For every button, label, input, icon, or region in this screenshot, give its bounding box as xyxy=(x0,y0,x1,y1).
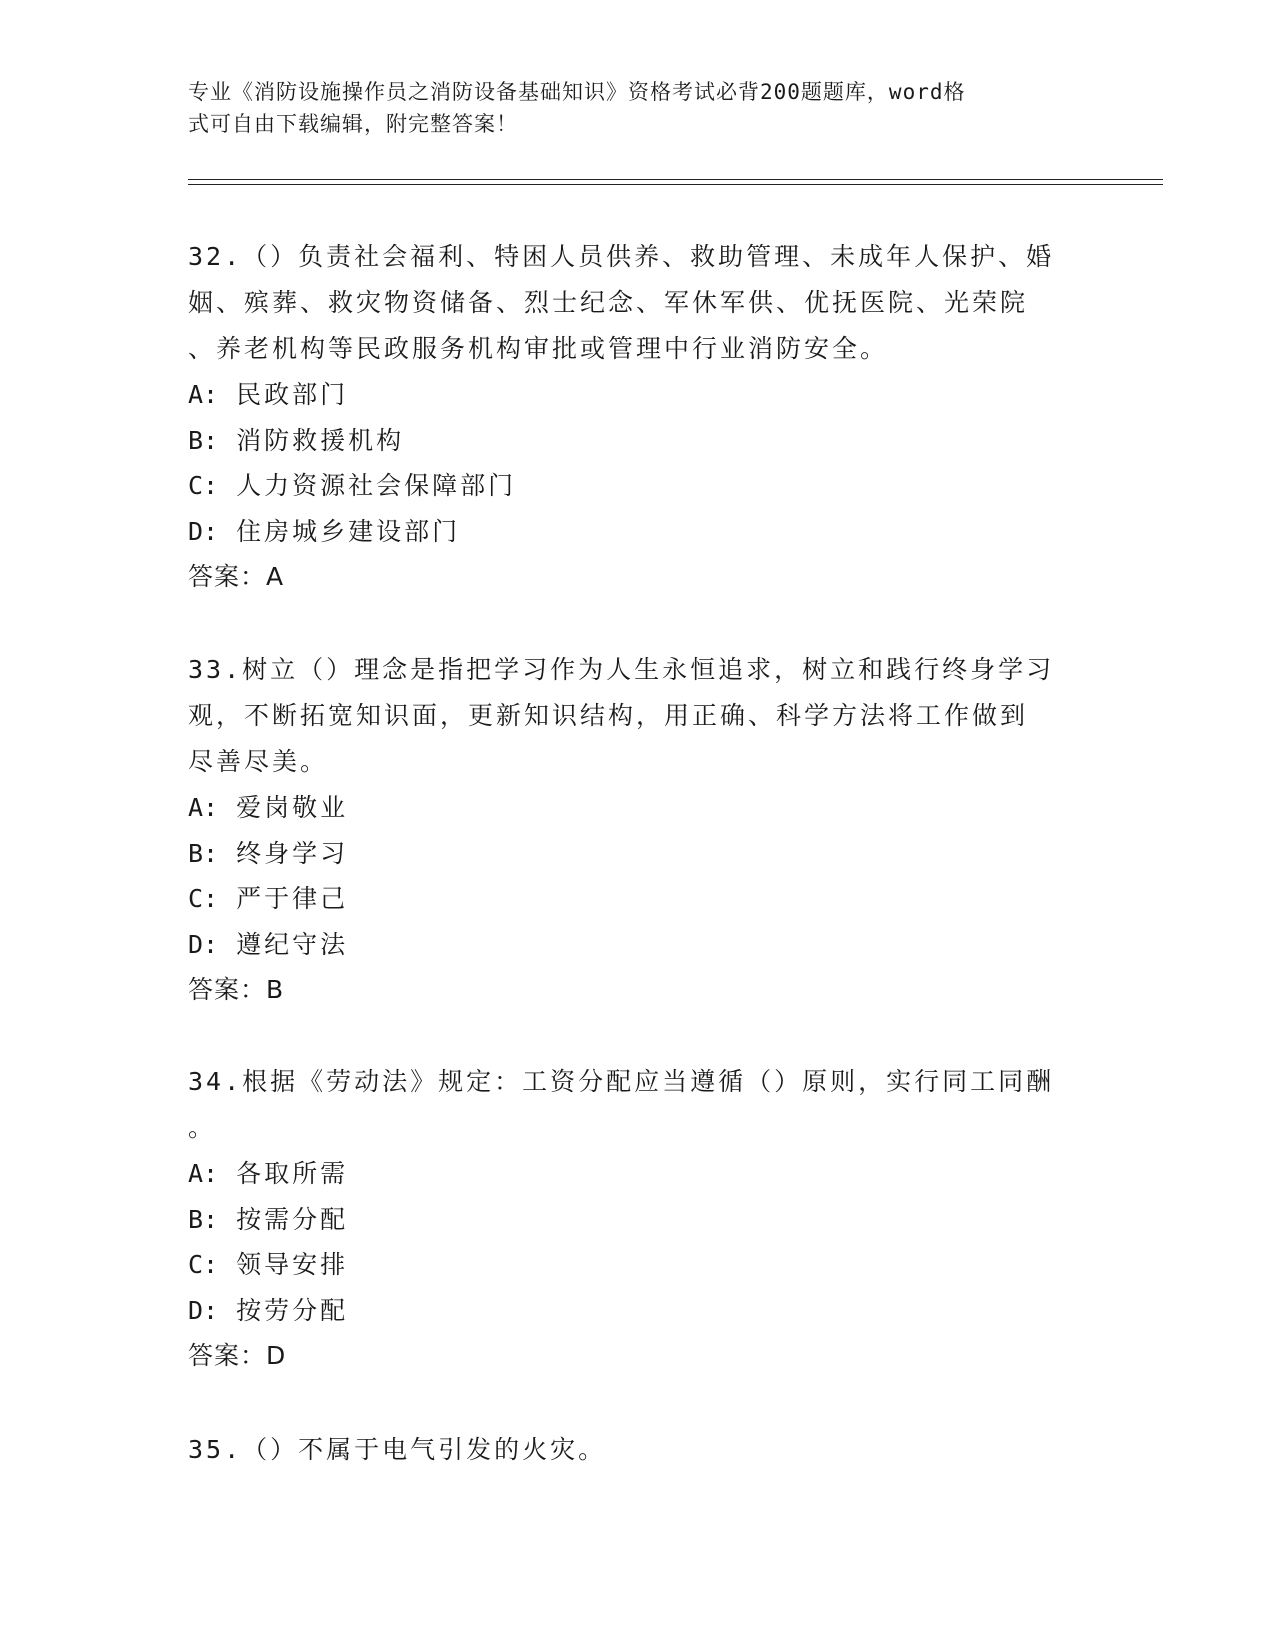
option-key: D: xyxy=(188,1295,219,1325)
question-text-line: 姻、殡葬、救灾物资储备、烈士纪念、军休军供、优抚医院、光荣院 xyxy=(188,288,1029,317)
option-a xyxy=(188,785,1088,831)
option-key: A: xyxy=(188,1159,219,1188)
option-key: C: xyxy=(188,471,219,500)
option-text: 住房城乡建设部门 xyxy=(236,516,461,546)
option-text: 终身学习 xyxy=(236,838,349,868)
option-text: 人力资源社会保障部门 xyxy=(236,471,517,500)
question-text-line: 34.根据《劳动法》规定：工资分配应当遵循（）原则，实行同工同酬 xyxy=(188,1067,1055,1096)
option-b xyxy=(188,831,1088,877)
question-text-line: 、养老机构等民政服务机构审批或管理中行业消防安全。 xyxy=(188,334,889,363)
option-key: B: xyxy=(188,838,219,868)
option-d xyxy=(188,509,1088,555)
option-b xyxy=(188,418,1088,464)
option-key: C: xyxy=(188,884,219,913)
option-text: 严于律己 xyxy=(236,884,349,913)
question-text-line: 尽善尽美。 xyxy=(188,747,329,776)
question-32 xyxy=(188,234,1088,600)
header-line-1: 专业《消防设施操作员之消防设备基础知识》资格考试必背200题题库，word格 xyxy=(188,80,966,104)
option-key: D: xyxy=(188,516,219,546)
option-text: 爱岗敬业 xyxy=(236,793,349,822)
option-text: 按需分配 xyxy=(236,1204,349,1234)
option-text: 各取所需 xyxy=(236,1159,349,1188)
question-text-line: 32.（）负责社会福利、特困人员供养、救助管理、未成年人保护、婚 xyxy=(188,242,1055,271)
header-divider-top xyxy=(188,179,1163,180)
option-key: D: xyxy=(188,929,219,959)
option-d xyxy=(188,1288,1088,1334)
header-line-2: 式可自由下载编辑，附完整答案！ xyxy=(188,112,518,136)
question-text-line: 观，不断拓宽知识面，更新知识结构，用正确、科学方法将工作做到 xyxy=(188,701,1029,730)
question-34 xyxy=(188,1059,1088,1379)
option-c xyxy=(188,463,1088,509)
option-key: B: xyxy=(188,1204,219,1234)
answer-line: 答案：D xyxy=(188,1341,287,1370)
document-header xyxy=(188,76,1088,140)
answer-line: 答案：B xyxy=(188,975,285,1004)
option-d xyxy=(188,922,1088,968)
option-key: B: xyxy=(188,425,219,455)
question-33 xyxy=(188,647,1088,1013)
option-a xyxy=(188,372,1088,418)
option-key: A: xyxy=(188,380,219,409)
question-text-line: 33.树立（）理念是指把学习作为人生永恒追求，树立和践行终身学习 xyxy=(188,655,1055,684)
option-text: 按劳分配 xyxy=(236,1295,349,1325)
option-b xyxy=(188,1197,1088,1243)
header-divider-bottom xyxy=(188,184,1163,185)
question-text-line: 。 xyxy=(188,1113,217,1142)
option-c xyxy=(188,1242,1088,1288)
answer-line: 答案：A xyxy=(188,562,285,591)
option-c xyxy=(188,876,1088,922)
option-a xyxy=(188,1151,1088,1197)
question-35 xyxy=(188,1427,1088,1473)
option-key: C: xyxy=(188,1250,219,1279)
option-text: 遵纪守法 xyxy=(236,929,349,959)
question-text-line: 35.（）不属于电气引发的火灾。 xyxy=(188,1435,607,1464)
option-text: 领导安排 xyxy=(236,1250,349,1279)
option-text: 民政部门 xyxy=(236,380,349,409)
option-key: A: xyxy=(188,793,219,822)
option-text: 消防救援机构 xyxy=(236,425,405,455)
